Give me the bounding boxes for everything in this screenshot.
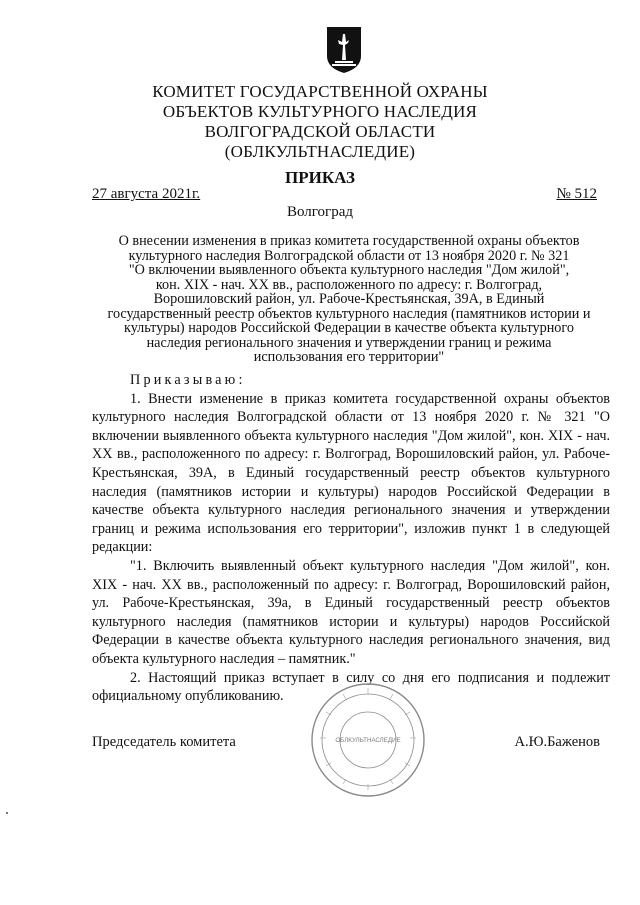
subject-line: "О включении выявленного объекта культурного наследия "Дом жилой", bbox=[128, 262, 570, 278]
paragraph-1: 1. Внести изменение в приказ комитета государственной охраны объектов культурного наследия Волгоградской области от 13 ноября 2020 г. № 321 "О включении выявленного объекта культурного наследия "Дом жилой", кон. XIX - нач. XX вв., расположенного по адресу: г. Волгоград, Ворошиловский район, ул. Рабоче-Крестьянская, 39А, в Единый государственный реестр объектов культурного наследия (памятников истории и культуры) народов Российской Федерации в качестве объекта культурного наследия регионального значения и утверждении границ и режима использования его территории", изложив пункт 1 в следующей редакции: bbox=[92, 390, 610, 556]
official-stamp bbox=[308, 680, 428, 800]
paragraph-2: 2. Настоящий приказ вступает в силу со дня его подписания и подлежит официальному опубликованию. bbox=[92, 669, 610, 705]
org-name-line-3: ВОЛГОГРАДСКОЙ ОБЛАСТИ bbox=[204, 122, 436, 141]
signatory-name: А.Ю.Баженов bbox=[514, 734, 600, 750]
org-name-line-1: КОМИТЕТ ГОСУДАРСТВЕННОЙ ОХРАНЫ bbox=[152, 82, 488, 101]
subject-line: О внесении изменения в приказ комитета государственной охраны объектов bbox=[118, 233, 580, 249]
document-title: ПРИКАЗ bbox=[285, 168, 355, 187]
document-number: № 512 bbox=[556, 186, 597, 202]
document-subject bbox=[86, 234, 612, 365]
coat-of-arms-emblem bbox=[326, 26, 362, 74]
signatory-position: Председатель комитета bbox=[92, 734, 236, 750]
subject-line: государственный реестр объектов культурного наследия (памятников истории и bbox=[107, 305, 591, 322]
scan-speck bbox=[6, 812, 8, 814]
order-word: Приказываю: bbox=[130, 372, 246, 388]
document-body bbox=[92, 371, 610, 706]
subject-line: использования его территории" bbox=[253, 349, 445, 365]
org-name-line-2: ОБЪЕКТОВ КУЛЬТУРНОГО НАСЛЕДИЯ bbox=[162, 102, 478, 121]
subject-line: Ворошиловский район, ул. Рабоче-Крестьянская, 39А, в Единый bbox=[153, 291, 545, 307]
document-city: Волгоград bbox=[286, 204, 353, 220]
subject-line: культуры) народов Российской Федерации в качестве объекта культурного bbox=[124, 320, 574, 336]
org-name-line-4: (ОБЛКУЛЬТНАСЛЕДИЕ) bbox=[224, 142, 416, 161]
stamp-center-text: ОБЛКУЛЬТНАСЛЕДИЕ bbox=[335, 737, 401, 744]
document-date: 27 августа 2021г. bbox=[92, 186, 201, 202]
subject-line: наследия регионального значения и утверждении границ и режима bbox=[146, 334, 552, 351]
paragraph-1-quote: "1. Включить выявленный объект культурного наследия "Дом жилой", кон. XIX - нач. XX вв., расположенный по адресу: г. Волгоград, Ворошиловский район, ул. Рабоче-Крестьянская, 39а, в Единый государственный реестр объектов культурного наследия (памятников истории и культуры) народов Российской Федерации в качестве объекта культурного наследия регионального значения, вид объекта культурного наследия – памятник." bbox=[92, 557, 610, 667]
subject-line: культурного наследия Волгоградской области от 13 ноября 2020 г. № 321 bbox=[128, 247, 570, 264]
subject-line: кон. XIX - нач. XX вв., расположенного по адресу: г. Волгоград, bbox=[155, 276, 543, 293]
